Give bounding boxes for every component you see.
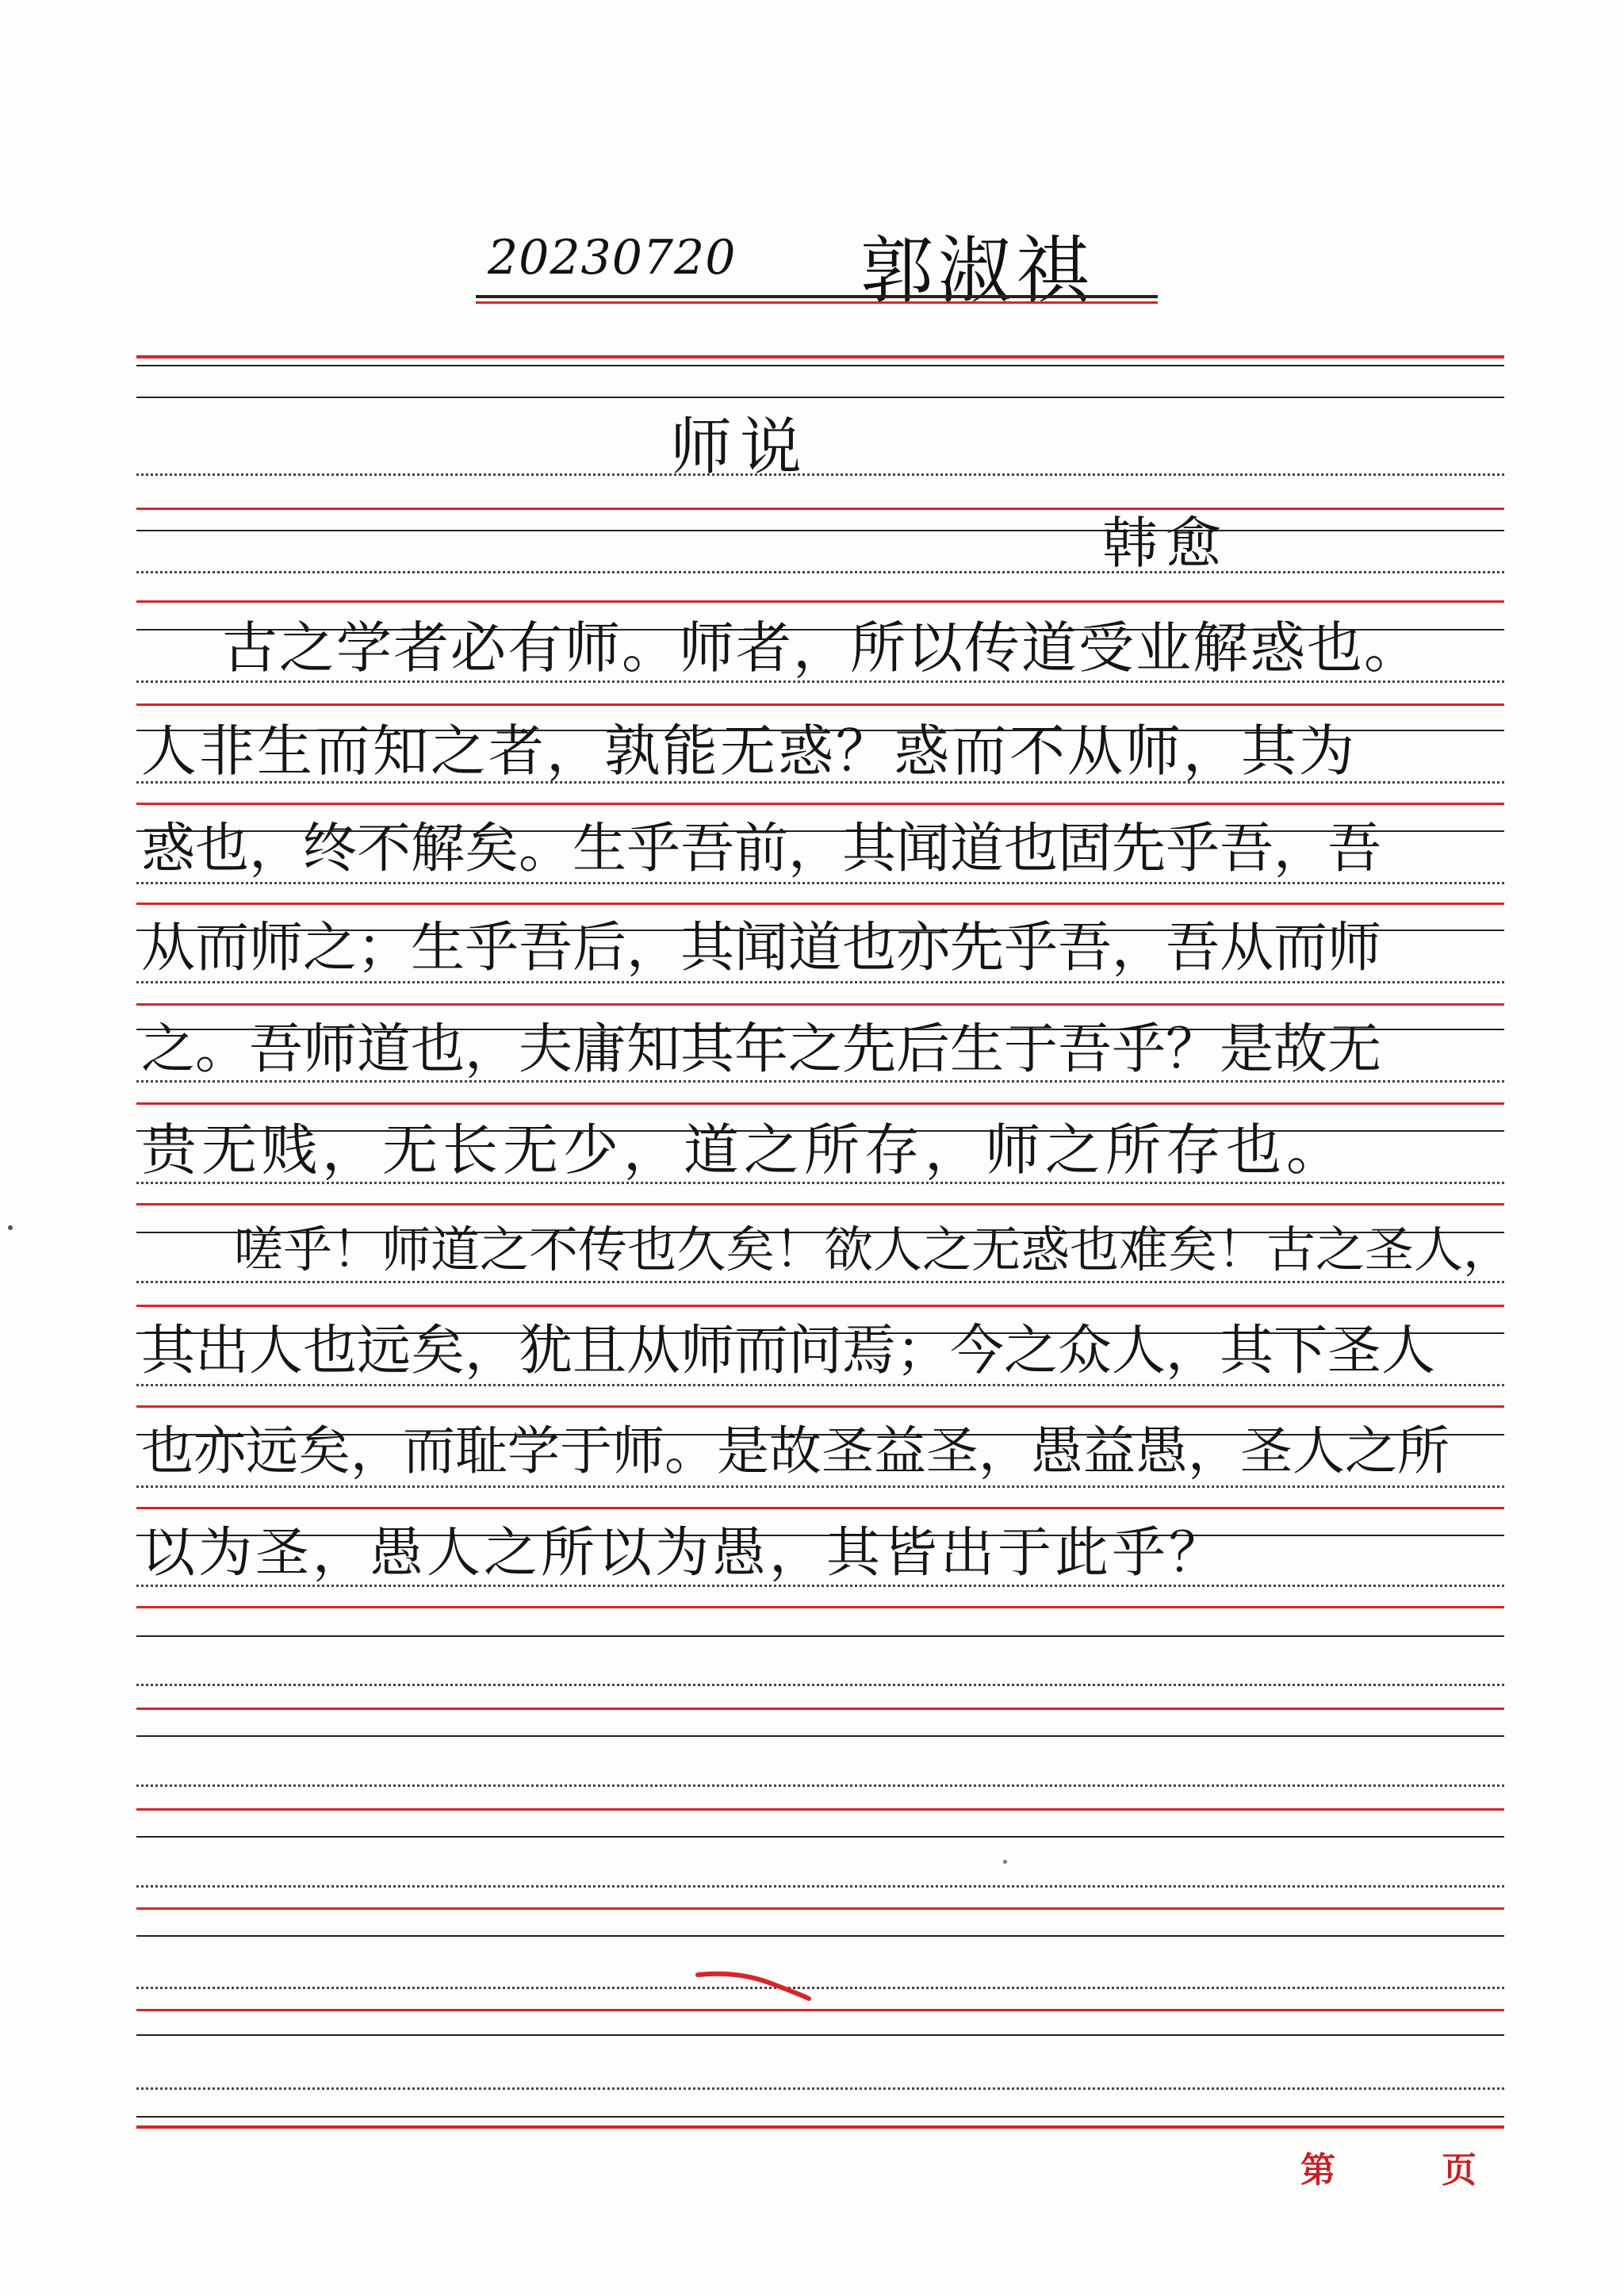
rule-line bbox=[136, 1708, 1504, 1710]
rule-line bbox=[136, 1907, 1504, 1910]
footer-ye: 页 bbox=[1442, 2150, 1477, 2191]
rule-line bbox=[136, 1885, 1504, 1888]
essay-line: 其出人也远矣，犹且从师而问焉；今之众人，其下圣人 bbox=[141, 1320, 1436, 1382]
speck bbox=[1003, 1860, 1007, 1864]
rule-line bbox=[136, 981, 1504, 983]
rule-line bbox=[136, 473, 1504, 476]
rule-line bbox=[136, 1987, 1504, 1989]
rule-line bbox=[136, 2087, 1504, 2090]
rule-line bbox=[136, 1585, 1504, 1587]
top-red-rule bbox=[136, 355, 1504, 358]
essay-line: 惑也，终不解矣。生乎吾前，其闻道也固先乎吾，吾 bbox=[141, 818, 1382, 880]
rule-line bbox=[136, 1485, 1504, 1488]
rule-line bbox=[136, 1281, 1504, 1283]
essay-line: 贵无贱，无长无少，道之所存，师之所存也。 bbox=[141, 1117, 1346, 1182]
rule-line bbox=[136, 1003, 1504, 1006]
essay-line: 以为圣，愚人之所以为愚，其皆出于此乎？ bbox=[141, 1522, 1227, 1585]
bottom-black-rule bbox=[136, 2116, 1504, 2118]
red-pen-mark bbox=[690, 1959, 817, 2007]
rule-line bbox=[136, 1808, 1504, 1811]
rule-line bbox=[136, 1405, 1504, 1408]
rule-line bbox=[136, 803, 1504, 805]
rule-line bbox=[136, 1507, 1504, 1509]
rule-line bbox=[136, 1935, 1504, 1937]
rule-line bbox=[136, 530, 1504, 531]
essay-title: 师说 bbox=[670, 412, 810, 483]
rule-line bbox=[136, 1735, 1504, 1737]
rule-line bbox=[136, 703, 1504, 706]
rule-line bbox=[136, 1684, 1504, 1686]
rule-line bbox=[136, 882, 1504, 884]
header-underline bbox=[476, 295, 1158, 298]
rule-line bbox=[136, 1102, 1504, 1105]
rule-line bbox=[136, 600, 1504, 603]
header-underline-red bbox=[476, 301, 1158, 304]
rule-line bbox=[136, 1635, 1504, 1637]
essay-line: 从而师之；生乎吾后，其闻道也亦先乎吾，吾从而师 bbox=[141, 917, 1382, 979]
header-date: 20230720 bbox=[488, 230, 737, 286]
top-black-rule bbox=[136, 365, 1504, 366]
rule-line bbox=[136, 1384, 1504, 1386]
essay-line: 人非生而知之者，孰能无惑？惑而不从师，其为 bbox=[141, 719, 1357, 784]
header-name: 郭淑祺 bbox=[860, 228, 1094, 313]
speck bbox=[8, 1225, 13, 1230]
essay-line: 古之学者必有师。师者，所以传道受业解惑也。 bbox=[222, 615, 1421, 680]
rule-line bbox=[136, 1305, 1504, 1307]
rule-line bbox=[136, 571, 1504, 573]
rule-line bbox=[136, 1606, 1504, 1608]
essay-line: 也亦远矣，而耻学于师。是故圣益圣，愚益愚，圣人之所 bbox=[141, 1420, 1450, 1481]
essay-author: 韩愈 bbox=[1102, 511, 1229, 576]
rule-line bbox=[136, 1784, 1504, 1787]
essay-line: 嗟乎！师道之不传也久矣！欲人之无惑也难矣！古之圣人， bbox=[234, 1221, 1513, 1278]
rule-line bbox=[136, 508, 1504, 510]
rule-line bbox=[136, 2009, 1504, 2011]
rule-line bbox=[136, 2034, 1504, 2036]
rule-line bbox=[136, 680, 1504, 683]
rule-line bbox=[136, 1836, 1504, 1838]
rule-line bbox=[136, 903, 1504, 905]
rule-line bbox=[136, 1203, 1504, 1205]
essay-line: 之。吾师道也，夫庸知其年之先后生于吾乎？是故无 bbox=[141, 1018, 1382, 1081]
rule-line bbox=[136, 397, 1504, 398]
bottom-red-rule bbox=[136, 2125, 1504, 2129]
footer-di: 第 bbox=[1300, 2150, 1335, 2191]
